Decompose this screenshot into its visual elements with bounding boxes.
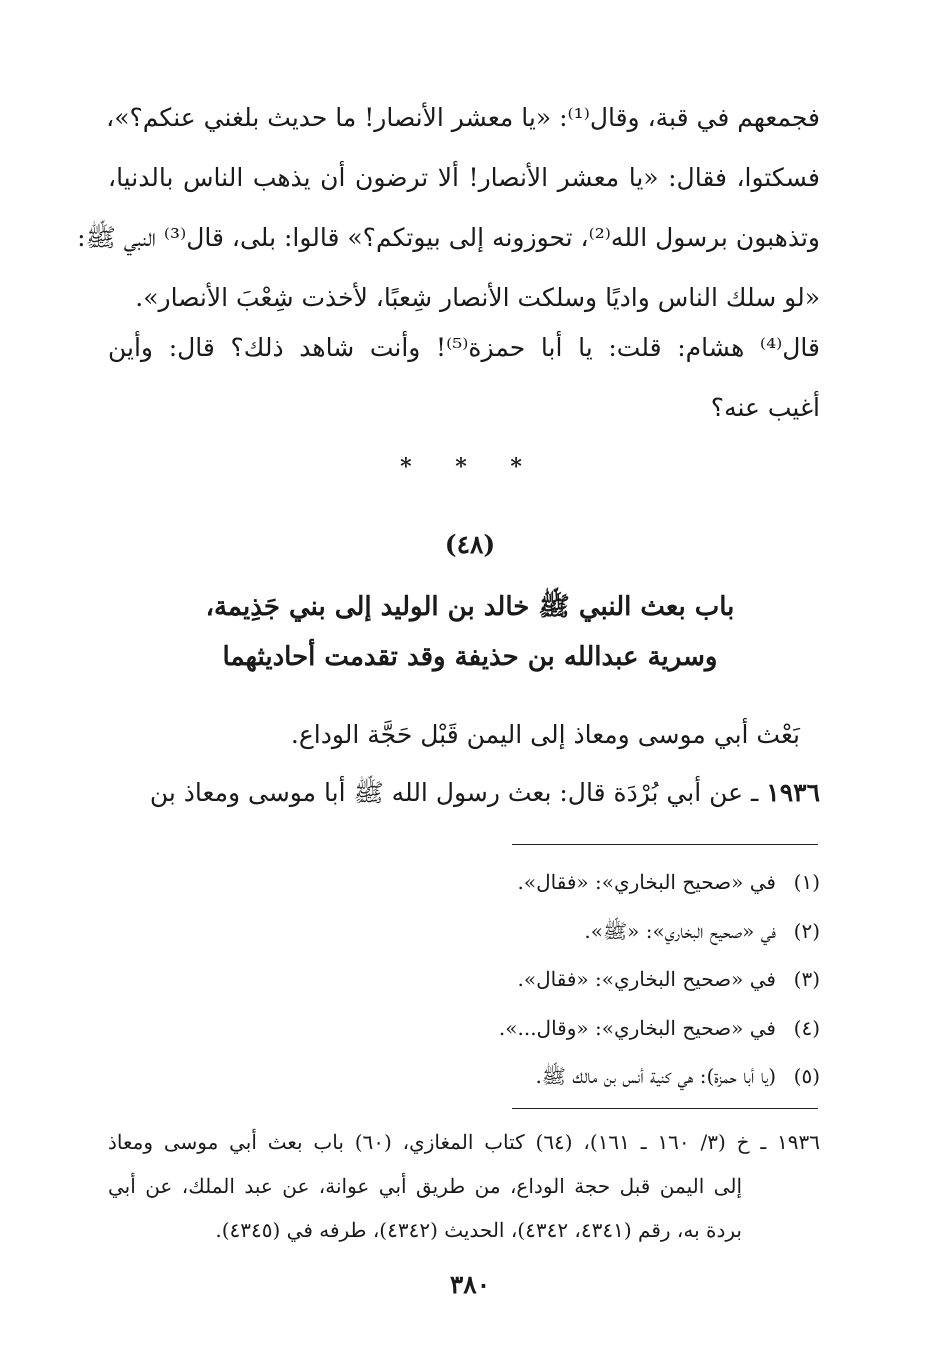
chapter-title — [0, 582, 940, 682]
page-number: ٣٨٠ — [449, 1270, 491, 1299]
hadith-source-note — [108, 1120, 820, 1252]
hadith-number: ١٩٣٦ — [766, 778, 820, 807]
footnote-text: في «صحيح البخاري»: «فقال». — [517, 967, 776, 991]
chapter-title-line: باب بعث النبي ﷺ خالد بن الوليد إلى بني جَذِيمة، — [205, 592, 735, 622]
footnote — [320, 858, 820, 907]
source-line: إلى اليمن قبل حجة الوداع، من طريق أبي عوانة، عن عبد الملك، عن أبي — [108, 1174, 742, 1198]
footnote — [320, 907, 820, 956]
source-line: بردة به، رقم (٤٣٤١، ٤٣٤٢)، الحديث (٤٣٤٢)، طرفه في (٤٣٤٥). — [215, 1218, 742, 1242]
footnote-number: (٢) — [793, 918, 820, 943]
source-divider — [512, 1108, 818, 1109]
footnote — [320, 1004, 820, 1053]
footnote-number: (٣) — [793, 967, 820, 991]
source-line: ١٩٣٦ ـ خ (٣/ ١٦٠ ـ ١٦١)، (٦٤) كتاب المغازي، (٦٠) باب بعث أبي موسى ومعاذ — [108, 1130, 820, 1154]
text-line: فجمعهم في قبة، وقال⁽¹⁾: «يا معشر الأنصار! ما حديث بلغني عنكم؟»، — [106, 103, 820, 132]
hadith-text: ـ عن أبي بُرْدَة قال: بعث رسول الله ﷺ أبا موسى ومعاذ بن — [149, 778, 767, 807]
footnote-number: (٥) — [793, 1064, 820, 1088]
text-line: «لو سلك الناس واديًا وسلكت الأنصار شِعبًا، لأخذت شِعْبَ الأنصار». — [135, 283, 820, 312]
hadith-opening — [108, 768, 820, 818]
footnote-text: في «صحيح البخاري»: «وقال...». — [498, 1015, 776, 1040]
text-line: فسكتوا، فقال: «يا معشر الأنصار! ألا ترضون أن يذهب الناس بالدنيا، — [108, 163, 820, 192]
text-line: أغيب عنه؟ — [710, 393, 820, 422]
text-line: وتذهبون برسول الله⁽²⁾، تحوزونه إلى بيوتكم؟» قالوا: بلى، قال⁽³⁾ النبي ﷺ: — [77, 223, 820, 252]
footnote-text: (يا أبا حمزة): هي كنية أنس بن مالك ﷺ. — [535, 1064, 776, 1088]
footnote-text: في «صحيح البخاري»: «ﷺ». — [584, 918, 776, 943]
sub-heading: بَعْث أبي موسى ومعاذ إلى اليمن قَبْل حَجَّة الوداع. — [290, 720, 800, 749]
footnote — [320, 955, 820, 1004]
footnotes — [320, 858, 820, 1101]
text-line: قال⁽⁴⁾ هشام: قلت: يا أبا حمزة⁽⁵⁾! وأنت شاهد ذلك؟ قال: وأين — [108, 333, 820, 362]
hisham-question-paragraph — [108, 318, 820, 438]
footnote-number: (٤) — [793, 1015, 820, 1040]
chapter-number: (٤٨) — [444, 530, 496, 559]
footnote-number: (١) — [793, 870, 820, 894]
footnote-text: في «صحيح البخاري»: «فقال». — [517, 870, 776, 894]
chapter-title-line: وسرية عبدالله بن حذيفة وقد تقدمت أحاديثهما — [222, 642, 718, 672]
hadith-continuation-paragraph — [77, 88, 820, 328]
footnote-divider — [512, 844, 818, 845]
section-separator: * * * — [400, 454, 540, 480]
footnote — [320, 1052, 820, 1101]
